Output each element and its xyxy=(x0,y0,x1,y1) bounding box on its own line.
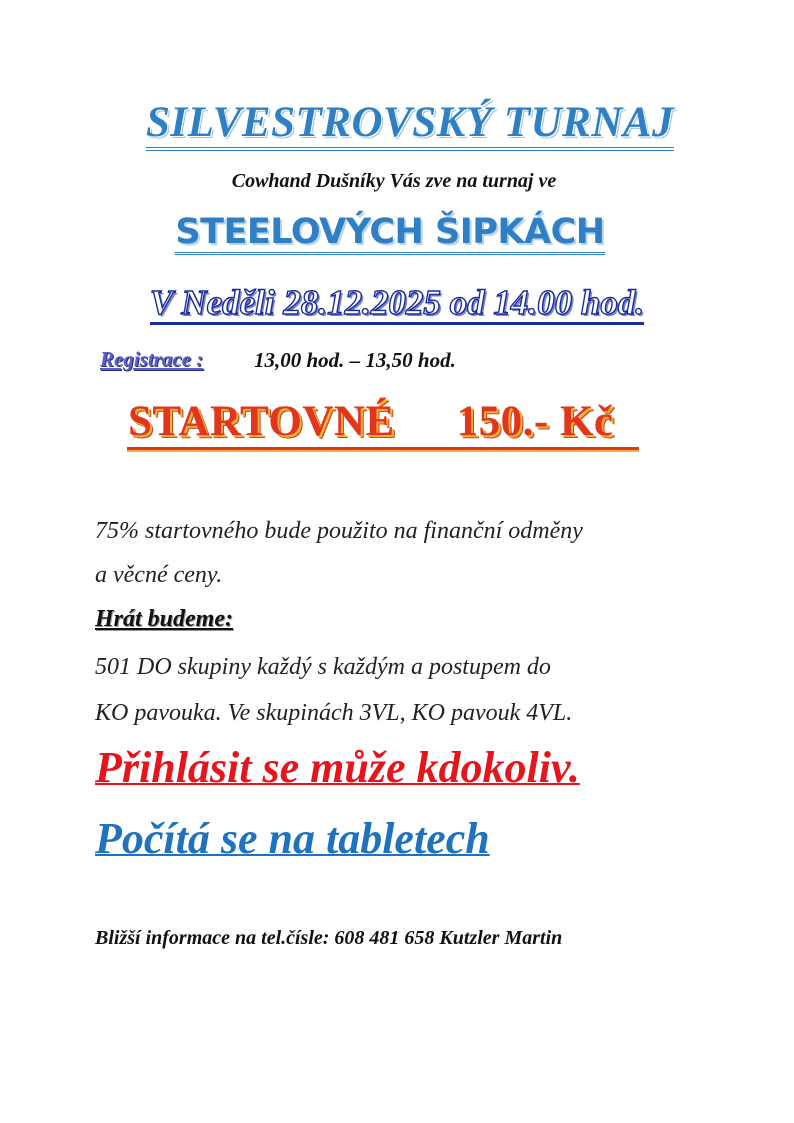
registration-time: 13,00 hod. – 13,50 hod. xyxy=(254,348,456,372)
invitation-text: Cowhand Dušníky Vás zve na turnaj ve xyxy=(231,170,557,192)
entry-fee-label: STARTOVNÉ xyxy=(128,398,395,445)
discipline-heading-text: STEELOVÝCH ŠIPKÁCH xyxy=(175,212,604,255)
format-line2: KO pavouka. Ve skupinách 3VL, KO pavouk 4VL. xyxy=(95,700,573,726)
entry-fee-amount: 150.- Kč xyxy=(456,398,614,445)
poster-title xyxy=(0,98,794,147)
date-line xyxy=(0,283,794,323)
scoring-text: Počítá se na tabletech xyxy=(95,814,490,863)
date-line-text: V Neděli 28.12.2025 od 14.00 hod. xyxy=(150,283,644,325)
registration-label: Registrace : xyxy=(100,347,204,371)
format-heading: Hrát budeme: xyxy=(95,606,233,632)
discipline-heading xyxy=(0,212,780,252)
contact-info: Bližší informace na tel.čísle: 608 481 658 Kutzler Martin xyxy=(95,927,563,949)
format-line1: 501 DO skupiny každý s každým a postupem do xyxy=(95,654,551,680)
entry-fee-underline xyxy=(127,447,639,450)
poster-title-text: SILVESTROVSKÝ TURNAJ xyxy=(146,99,674,151)
prize-text-line2: a věcné ceny. xyxy=(95,562,223,588)
entry-fee xyxy=(128,397,614,446)
prize-text-line1: 75% startovného bude použito na finanční odměny xyxy=(95,518,583,544)
open-to-all-text: Přihlásit se může kdokoliv. xyxy=(95,743,580,792)
